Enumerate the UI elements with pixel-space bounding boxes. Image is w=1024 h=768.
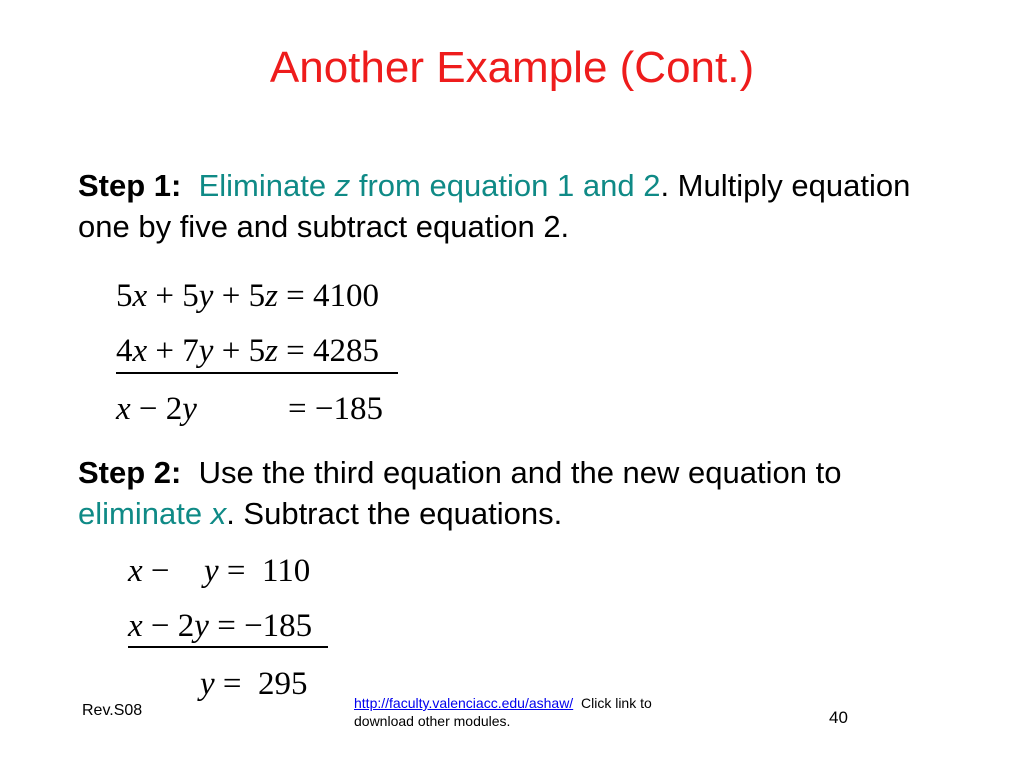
step1-equation-1: 5x + 5y + 5z = 4100 <box>116 278 380 314</box>
step2-eliminate-text: eliminate <box>78 496 203 531</box>
step2-equation-2: x − 2y = −185 <box>128 608 313 644</box>
step1-result-rhs: = −185 <box>288 391 383 427</box>
step1-result: x − 2y <box>116 391 197 427</box>
revision-label: Rev.S08 <box>82 702 143 719</box>
step1-eliminate-text: Eliminate <box>198 168 327 203</box>
step2-variable: x <box>210 496 227 531</box>
step2-label: Step 2: <box>78 455 182 490</box>
step1-instruction: . Multiply equation one by five and subtract equation 2. <box>78 168 911 244</box>
step1-paragraph <box>78 165 958 247</box>
link-note: Click link to download other modules. <box>354 695 652 729</box>
step2-paragraph <box>78 452 958 534</box>
footer-note <box>354 694 684 730</box>
slide-title: Another Example (Cont.) <box>269 43 755 92</box>
step1-label: Step 1: <box>78 168 182 203</box>
step2-instruction: Use the third equation and the new equation to <box>198 455 842 490</box>
step1-equation-2: 4x + 7y + 5z = 4285 <box>116 333 380 369</box>
modules-link[interactable]: http://faculty.valenciacc.edu/ashaw/ <box>354 695 574 711</box>
step2-divider <box>128 646 328 648</box>
page-number: 40 <box>829 708 848 727</box>
step1-divider <box>116 372 398 374</box>
step1-variable: z <box>334 168 351 203</box>
step2-equation-1: x − <box>128 553 170 589</box>
step2-result: y = 295 <box>200 666 308 702</box>
step1-from-text: from equation 1 and 2 <box>358 168 661 203</box>
step2-subtract-text: . Subtract the equations. <box>226 496 563 531</box>
step2-equation-1-rhs: y = 110 <box>204 553 311 589</box>
